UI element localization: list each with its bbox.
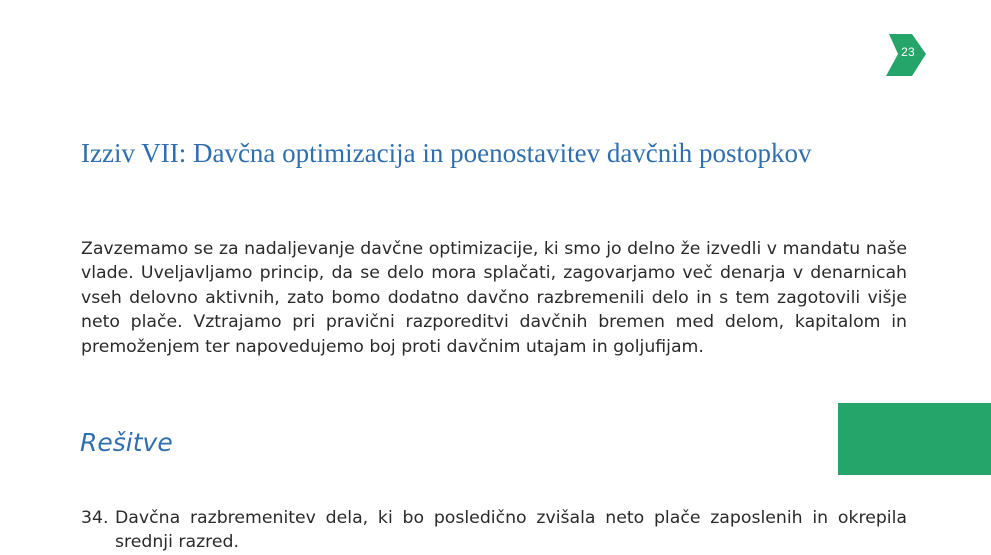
solution-number: 34. [81,508,109,528]
solution-text: Davčna razbremenitev dela, ki bo posledično zvišala neto plače zaposlenih in okrepila srednji razred. [115,508,907,553]
page-number-badge [886,34,926,76]
list-item [81,506,907,555]
solution-list [81,506,907,555]
solutions-heading: Rešitve [80,428,173,457]
section-title: Izziv VII: Davčna optimizacija in poenostavitev davčnih postopkov [81,138,812,168]
page-number: 23 [901,45,915,59]
decorative-green-block [838,403,991,475]
intro-paragraph: Zavzemamo se za nadaljevanje davčne optimizacije, ki smo jo delno že izvedli v mandatu naše vlade. Uveljavljamo princip, da se delo mora splačati, zagovarjamo več denarja v denarnicah vseh delovno aktivnih, zato bomo dodatno davčno razbremenili delo in s tem zagotovili višje neto plače. Vztrajamo pri pravični razporeditvi davčnih bremen med delom, kapitalom in premoženjem ter napovedujemo boj proti davčnim utajam in goljufijam. [81,239,907,357]
